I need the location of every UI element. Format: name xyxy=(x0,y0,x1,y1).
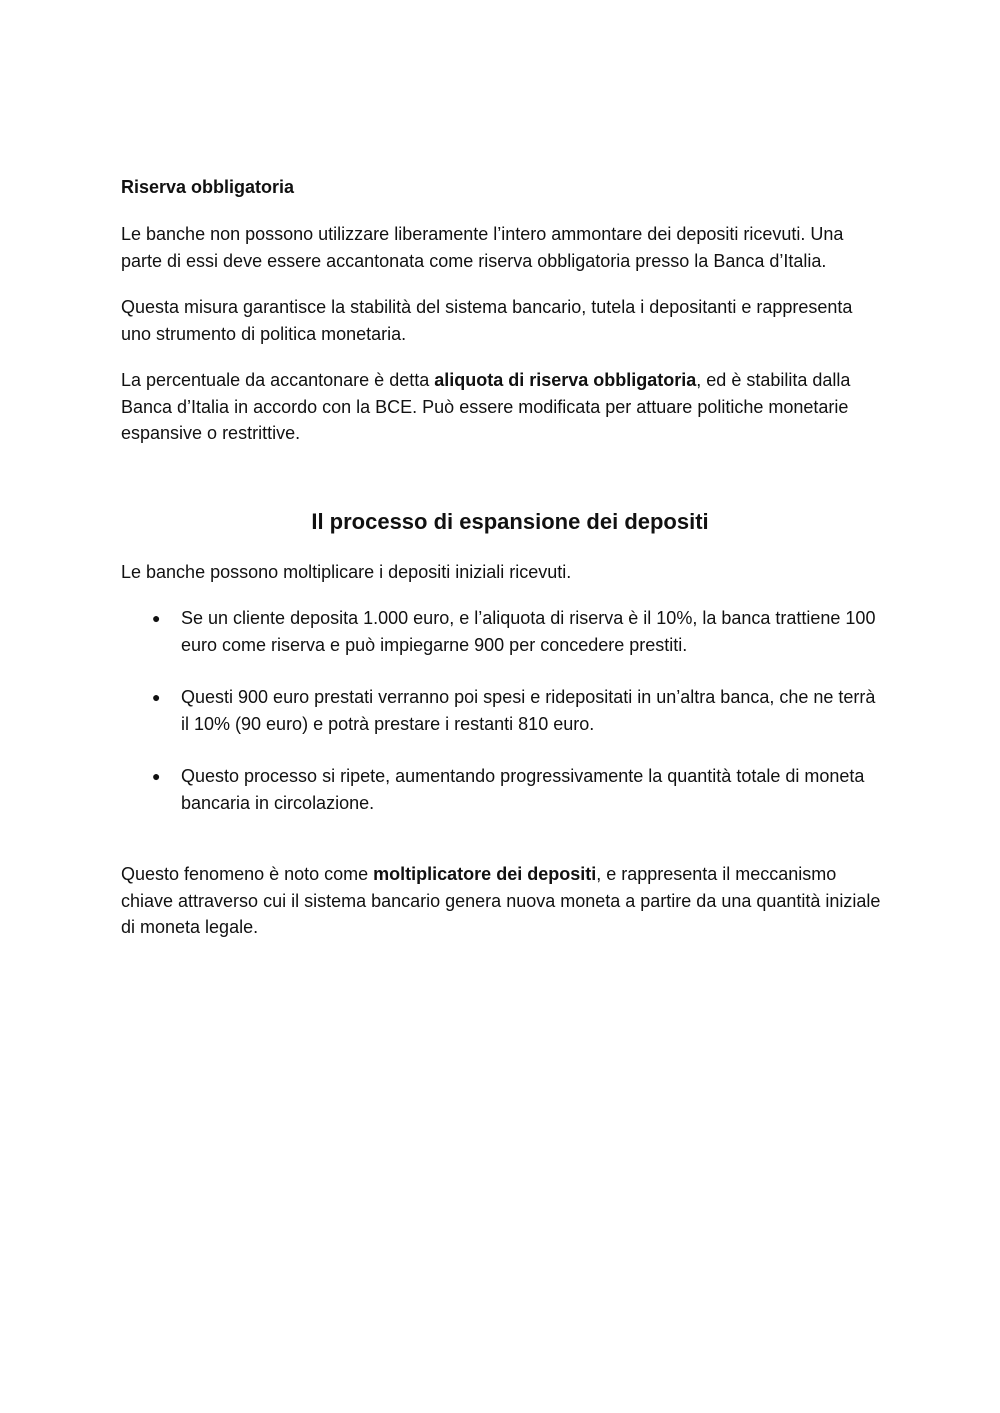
bullet-icon: ● xyxy=(152,768,161,784)
paragraph-multiplier xyxy=(121,861,881,941)
list-item xyxy=(121,763,881,816)
list-item-text: Questi 900 euro prestati verranno poi spesi e ridepositati in un’altra banca, che ne terrà il 10% (90 euro) e potrà prestare i restanti 810 euro. xyxy=(181,687,876,734)
expansion-points-list xyxy=(121,605,881,816)
paragraph-reserve-rate xyxy=(121,367,881,447)
paragraph-expansion-intro: Le banche possono moltiplicare i depositi iniziali ricevuti. xyxy=(121,561,572,582)
paragraph-reserve-purpose: Questa misura garantisce la stabilità del sistema bancario, tutela i depositanti e rappresenta uno strumento di politica monetaria. xyxy=(121,297,853,344)
list-item xyxy=(121,684,881,737)
page-title-expansion: Il processo di espansione dei depositi xyxy=(311,508,709,534)
paragraph-reserve-rate-text-start: La percentuale da accantonare è detta xyxy=(121,370,435,390)
bullet-icon: ● xyxy=(152,689,161,705)
list-item-text: Se un cliente deposita 1.000 euro, e l’aliquota di riserva è il 10%, la banca trattiene 100 euro come riserva e può impiegarne 900 per concedere prestiti. xyxy=(181,608,876,655)
term-deposit-multiplier: moltiplicatore dei depositi xyxy=(373,864,597,884)
document-body xyxy=(121,174,881,961)
term-reserve-rate: aliquota di riserva obbligatoria xyxy=(434,370,697,390)
paragraph-multiplier-text-start: Questo fenomeno è noto come xyxy=(121,864,374,884)
paragraph-multiplier-text-end: , e rappresenta il meccanismo chiave attraverso cui il sistema bancario genera nuova moneta a partire da una quantità iniziale di moneta legale. xyxy=(121,864,881,937)
paragraph-reserve-rate-text-end: , ed è stabilita dalla Banca d’Italia in accordo con la BCE. Può essere modificata per attuare politiche monetarie espansive o restrittive. xyxy=(121,370,851,443)
bullet-icon: ● xyxy=(152,610,161,626)
section-heading-reserve: Riserva obbligatoria xyxy=(121,177,295,197)
list-item xyxy=(121,605,881,658)
paragraph-reserve-definition: Le banche non possono utilizzare liberamente l’intero ammontare dei depositi ricevuti. Una parte di essi deve essere accantonata come riserva obbligatoria presso la Banca d’Italia. xyxy=(121,224,844,271)
list-item-text: Questo processo si ripete, aumentando progressivamente la quantità totale di moneta bancaria in circolazione. xyxy=(181,766,865,813)
